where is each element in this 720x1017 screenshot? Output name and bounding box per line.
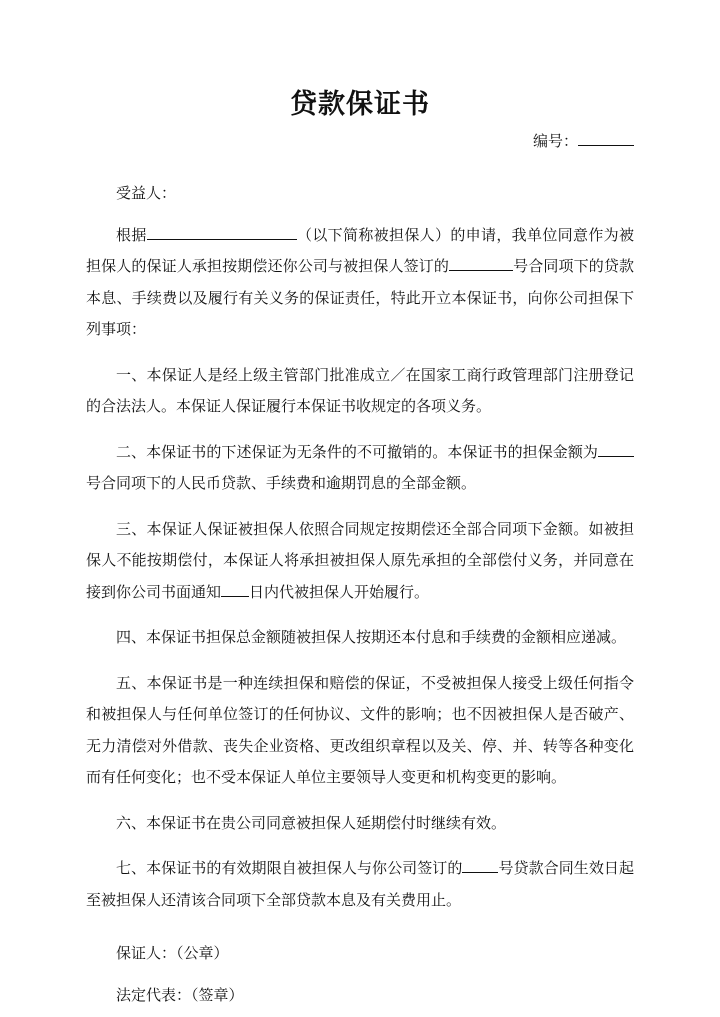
beneficiary-line: 受益人： — [116, 184, 177, 202]
page-title: 贷款保证书 — [290, 89, 430, 120]
clause-7-text-b: 号贷款合同生效日起至被担保人还清该合同项下全部贷款本息及有关费用止。 — [86, 859, 634, 909]
intro-text-2: （以下简称被担保人）的申请，我单位同意作为被担保人的保证人承担按期偿还你公司与被担保人签订的 — [86, 225, 634, 275]
clause-5: 五、本保证书是一种连续担保和赔偿的保证，不受被担保人接受上级任何指令和被担保人与任何单位签订的任何协议、文件的影响；也不因被担保人是否破产、无力清偿对外借款、丧失企业资格、更改组织章程以及关、停、并、转等各种变化而有任何变化；也不受本保证人单位主要领导人变更和机构变更的影响。 — [86, 673, 634, 786]
amount-blank — [598, 440, 634, 457]
clause-1: 一、本保证人是经上级主管部门批准成立／在国家工商行政管理部门注册登记的合法法人。本保证人保证履行本保证书收规定的各项义务。 — [86, 365, 634, 415]
number-label: 编号： — [532, 132, 578, 150]
days-blank — [221, 580, 249, 597]
intro-text-3: 号合同项下的贷款本息、手续费以及履行有关义务的保证责任，特此开立本保证书，向你公司担保下列事项： — [86, 257, 634, 338]
contract-number-blank — [449, 254, 513, 271]
document-body — [86, 178, 634, 1011]
clause-3-text-b: 日内代被担保人开始履行。 — [249, 582, 430, 601]
clause-6: 六、本保证书在贵公司同意被担保人延期偿付时继续有效。 — [116, 813, 507, 832]
clause-3 — [86, 514, 634, 609]
intro-paragraph — [86, 220, 634, 346]
clause-4: 四、本保证书担保总金额随被担保人按期还本付息和手续费的金额相应递减。 — [116, 628, 627, 646]
intro-text-1: 根据 — [116, 225, 147, 244]
document-number — [533, 129, 634, 151]
clause-2-text-a: 二、本保证书的下述保证为无条件的不可撤销的。本保证书的担保金额为 — [116, 442, 598, 461]
clause-3-text-a: 三、本保证人保证被担保人依照合同规定按期偿还全部合同项下金额。如被担保人不能按期偿付，本保证人将承担被担保人原先承担的全部偿付义务，并同意在接到你公司书面通知 — [86, 519, 634, 601]
applicant-blank — [147, 223, 297, 240]
clause-2-text-b: 号合同项下的人民币贷款、手续费和逾期罚息的全部金额。 — [86, 474, 477, 492]
loan-contract-blank — [462, 856, 498, 873]
representative-seal-line: 法定代表：（签章） — [116, 985, 244, 1004]
clause-7 — [86, 853, 634, 916]
number-blank — [578, 129, 634, 146]
guarantor-seal-line: 保证人：（公章） — [116, 944, 229, 962]
clause-7-text-a: 七、本保证书的有效期限自被担保人与你公司签订的 — [116, 859, 463, 877]
clause-2 — [86, 437, 634, 500]
